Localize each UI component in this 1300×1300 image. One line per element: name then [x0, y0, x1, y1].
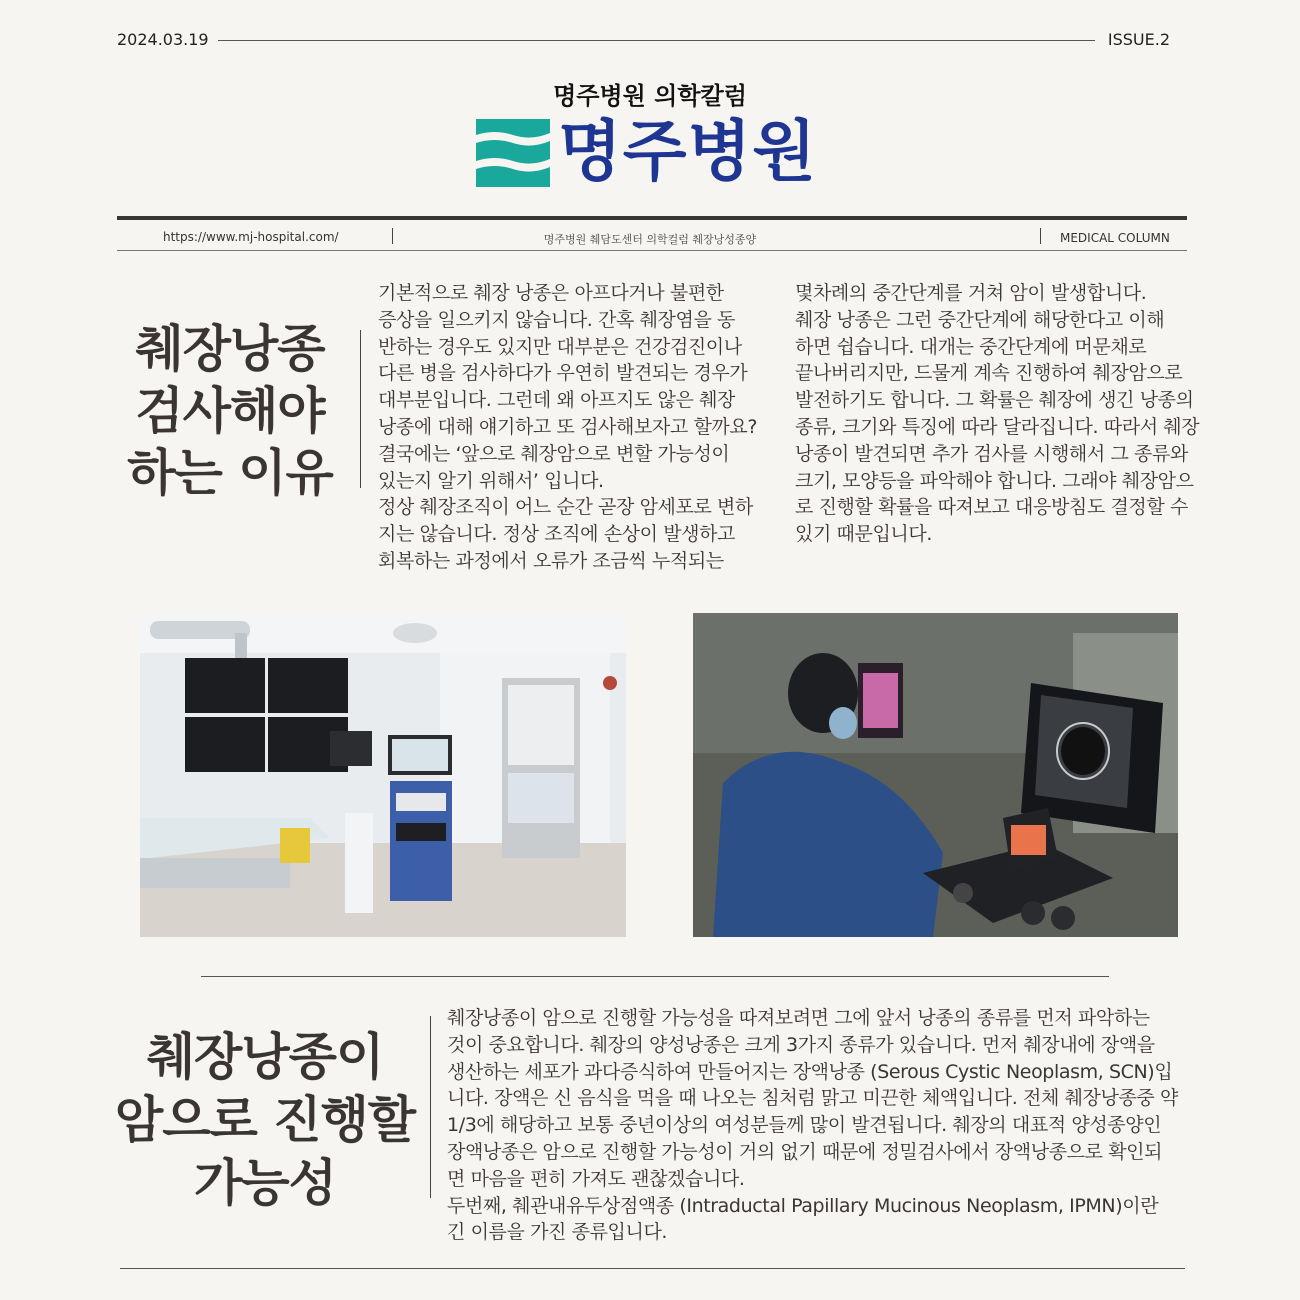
text-line: 니다. 장액은 신 음식을 먹을 때 나오는 침처럼 맑고 미끈한 체액입니다. 전체 췌장낭종중 약	[447, 1087, 1178, 1110]
issue-number: ISSUE.2	[1107, 30, 1170, 49]
text-line: 생산하는 세포가 과다증식하여 만들어지는 장액낭종 (Serous Cystic Neoplasm, SCN)입	[447, 1060, 1173, 1083]
section2-heading	[110, 1026, 420, 1215]
bottom-divider	[120, 1268, 1185, 1269]
text-line: 면 마음을 편히 가져도 괜찮겠습니다.	[447, 1167, 745, 1190]
text-line: 낭종에 대해 얘기하고 또 검사해보자고 할까요?	[378, 415, 758, 438]
section2-divider	[430, 1016, 431, 1198]
section1-heading	[120, 318, 340, 504]
text-line: 지는 않습니다. 정상 조직에 손상이 발생하고	[378, 523, 736, 546]
text-line: 증상을 일으키지 않습니다. 간혹 췌장염을 동	[378, 308, 736, 331]
logo-wordmark: 명주병원	[558, 113, 818, 190]
info-separator	[1040, 228, 1041, 244]
section1-divider	[360, 330, 361, 488]
text-line: 하면 쉽습니다. 대개는 중간단계에 머문채로	[795, 335, 1147, 358]
masthead-rule	[117, 216, 1187, 220]
text-line: 있는지 알기 위해서’ 입니다.	[378, 469, 604, 492]
text-line: 췌장 낭종은 그런 중간단계에 해당한다고 이해	[795, 308, 1165, 331]
text-line: 것이 중요합니다. 췌장의 양성낭종은 크게 3가지 종류가 있습니다. 먼저 췌장내에 장액을	[447, 1033, 1155, 1056]
column-subtitle: 명주병원 의학칼럼	[553, 82, 747, 110]
text-line: 반하는 경우도 있지만 대부분은 건강검진이나	[378, 335, 742, 358]
heading-line: 췌장낭종	[135, 320, 325, 378]
text-line: 대부분입니다. 그런데 왜 아프지도 않은 췌장	[378, 389, 736, 412]
hospital-url-link[interactable]: https://www.mj-hospital.com/	[163, 230, 339, 244]
text-line: 종류, 크기와 특징에 따라 달라집니다. 따라서 췌장	[795, 415, 1200, 438]
text-line: 발전하기도 합니다. 그 확률은 췌장에 생긴 낭종의	[795, 389, 1194, 412]
info-bar-rule	[117, 250, 1187, 251]
text-line: 있기 때문입니다.	[795, 523, 932, 546]
heading-line: 췌장낭종이	[146, 1028, 384, 1086]
text-line: 다른 병을 검사하다가 우연히 발견되는 경우가	[378, 362, 748, 385]
text-line: 회복하는 과정에서 오류가 조금씩 누적되는	[378, 549, 724, 572]
text-line: 크기, 모양등을 파악해야 합니다. 그래야 췌장암으	[795, 469, 1194, 492]
ultrasound-exam-photo	[693, 613, 1178, 937]
text-line: 장액낭종은 암으로 진행할 가능성이 거의 없기 때문에 정밀검사에서 장액낭종으로 확인되	[447, 1140, 1163, 1163]
endoscopy-room-photo	[140, 613, 626, 937]
section-divider	[201, 976, 1109, 977]
column-label: MEDICAL COLUMN	[1060, 231, 1170, 245]
section1-column-right	[795, 280, 1225, 548]
heading-line: 가능성	[194, 1154, 336, 1212]
text-line: 기본적으로 췌장 낭종은 아프다거나 불편한	[378, 282, 724, 304]
text-line: 정상 췌장조직이 어느 순간 곧장 암세포로 변하	[378, 496, 753, 519]
column-topic: 명주병원 췌담도센터 의학컬럼 췌장낭성종양	[543, 233, 757, 246]
hospital-logo	[476, 112, 817, 192]
text-line: 1/3에 해당하고 보통 중년이상의 여성분들께 많이 발견됩니다. 췌장의 대표적 양성종양인	[447, 1114, 1162, 1137]
section1-column-left	[378, 280, 783, 575]
text-line: 낭종이 발견되면 추가 검사를 시행해서 그 종류와	[795, 442, 1188, 465]
issue-date: 2024.03.19	[117, 30, 209, 49]
heading-line: 검사해야	[135, 382, 325, 440]
text-line: 로 진행할 확률을 따져보고 대응방침도 결정할 수	[795, 496, 1188, 519]
text-line: 끝나버리지만, 드물게 계속 진행하여 췌장암으로	[795, 362, 1183, 385]
top-divider	[218, 40, 1095, 41]
text-line: 긴 이름을 가진 종류입니다.	[447, 1221, 668, 1244]
text-line: 췌장낭종이 암으로 진행할 가능성을 따져보려면 그에 앞서 낭종의 종류를 먼저 파악하는	[447, 1007, 1150, 1029]
text-line: 결국에는 ‘앞으로 췌장암으로 변할 가능성이	[378, 442, 730, 465]
text-line: 몇차례의 중간단계를 거쳐 암이 발생합니다.	[795, 282, 1147, 304]
section2-body	[447, 1005, 1227, 1246]
wave-logo-icon	[476, 115, 550, 189]
heading-line: 하는 이유	[127, 444, 333, 502]
text-line: 두번째, 췌관내유두상점액종 (Intraductal Papillary Mucinous Neoplasm, IPMN)이란	[447, 1194, 1159, 1217]
heading-line: 암으로 진행할	[114, 1091, 416, 1149]
